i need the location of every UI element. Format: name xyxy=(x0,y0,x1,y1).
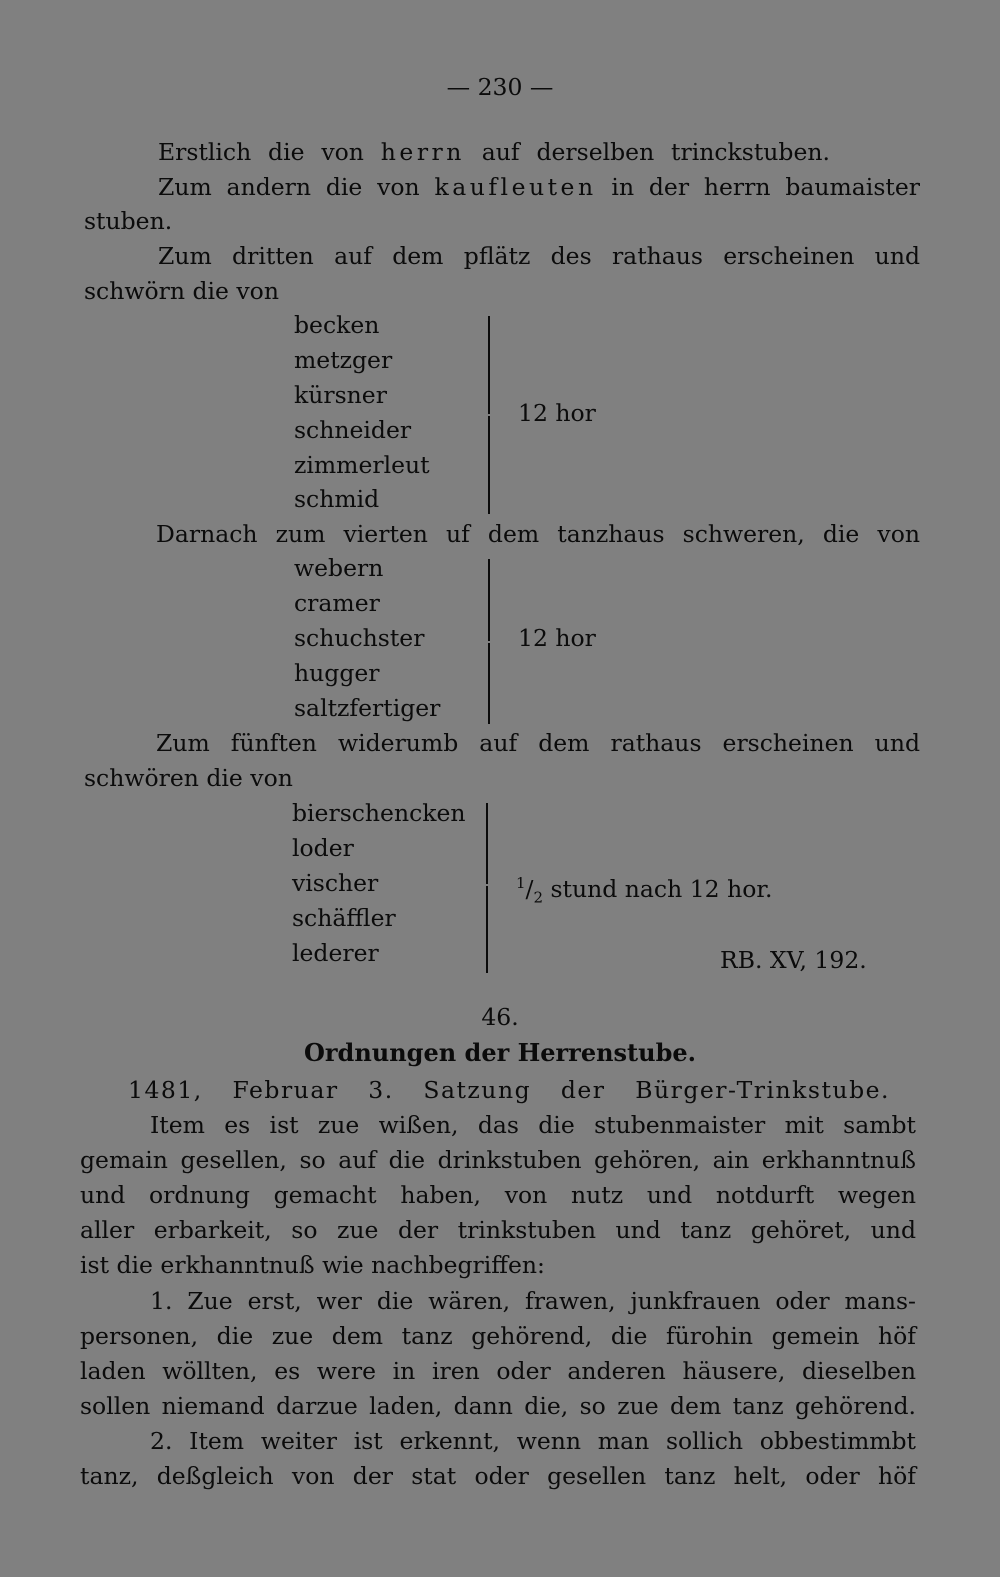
guild-item: hugger xyxy=(294,659,380,687)
text-line: sollen niemand darzue laden, dann die, so zue dem tanz gehörend. xyxy=(80,1392,916,1420)
bracket-notch xyxy=(485,884,491,886)
time-note-text: stund nach 12 hor. xyxy=(550,874,773,903)
bracket-notch xyxy=(487,414,493,416)
guild-item: saltzfertiger xyxy=(294,694,441,722)
text-line: gemain gesellen, so auf die drinkstuben gehören, ain erkhanntnuß xyxy=(80,1146,916,1174)
guild-item: vischer xyxy=(292,869,379,897)
guild-item: schuchster xyxy=(294,624,425,652)
fraction-denominator: 2 xyxy=(533,888,544,907)
guild-item: webern xyxy=(294,554,384,582)
text-line: Erstlich die von herrn auf derselben trinckstuben. xyxy=(158,138,830,166)
time-note: $^1/_2$ stund nach 12 hor. xyxy=(516,874,773,907)
text-line: schwörn die von xyxy=(84,277,279,305)
text-line: laden wöllten, es were in iren oder anderen häusere, dieselben xyxy=(80,1357,916,1385)
text-line: und ordnung gemacht haben, von nutz und notdurft wegen xyxy=(80,1181,916,1209)
text-line: stuben. xyxy=(84,207,173,235)
text-line: 1. Zue erst, wer die wären, frawen, junkfrauen oder mans- xyxy=(150,1287,916,1315)
text-line: personen, die zue dem tanz gehörend, die fürohin gemein höf xyxy=(80,1322,916,1350)
guild-item: schäffler xyxy=(292,904,396,932)
guild-item: metzger xyxy=(294,346,393,374)
text-line: Zum andern die von kaufleuten in der herrn baumaister xyxy=(158,173,920,201)
source-reference: RB. XV, 192. xyxy=(720,946,867,974)
text-line: Item es ist zue wißen, das die stubenmaister mit sambt xyxy=(150,1111,916,1139)
time-note: 12 hor xyxy=(518,624,596,652)
bracket-line xyxy=(486,803,488,973)
guild-item: lederer xyxy=(292,939,379,967)
guild-item: cramer xyxy=(294,589,380,617)
text-line: Zum dritten auf dem pflätz des rathaus erscheinen und xyxy=(158,242,920,270)
text-line: aller erbarkeit, so zue der trinkstuben und tanz gehöret, und xyxy=(80,1216,916,1244)
fraction-numerator: 1 xyxy=(516,874,526,892)
guild-item: becken xyxy=(294,311,380,339)
dateline: 1481, Februar 3. Satzung der Bürger-Trinkstube. xyxy=(128,1076,890,1104)
text-line: 2. Item weiter ist erkennt, wenn man sollich obbestimmbt xyxy=(150,1427,916,1455)
guild-item: kürsner xyxy=(294,381,387,409)
text-line: ist die erkhanntnuß wie nachbegriffen: xyxy=(80,1251,545,1279)
text-line: tanz, deßgleich von der stat oder gesellen tanz helt, oder höf xyxy=(80,1462,916,1490)
bracket-notch xyxy=(487,641,493,643)
text-line: schwören die von xyxy=(84,764,293,792)
text-line: Darnach zum vierten uf dem tanzhaus schweren, die von xyxy=(156,520,920,548)
section-title: Ordnungen der Herrenstube. xyxy=(304,1038,696,1067)
guild-item: bierschencken xyxy=(292,799,466,827)
guild-item: schneider xyxy=(294,416,412,444)
guild-item: loder xyxy=(292,834,354,862)
text-line: Zum fünften widerumb auf dem rathaus erscheinen und xyxy=(156,729,920,757)
time-note: 12 hor xyxy=(518,399,596,427)
page-number: — 230 — xyxy=(446,73,554,101)
section-number: 46. xyxy=(481,1003,519,1031)
guild-item: zimmerleut xyxy=(294,451,430,479)
guild-item: schmid xyxy=(294,485,380,513)
